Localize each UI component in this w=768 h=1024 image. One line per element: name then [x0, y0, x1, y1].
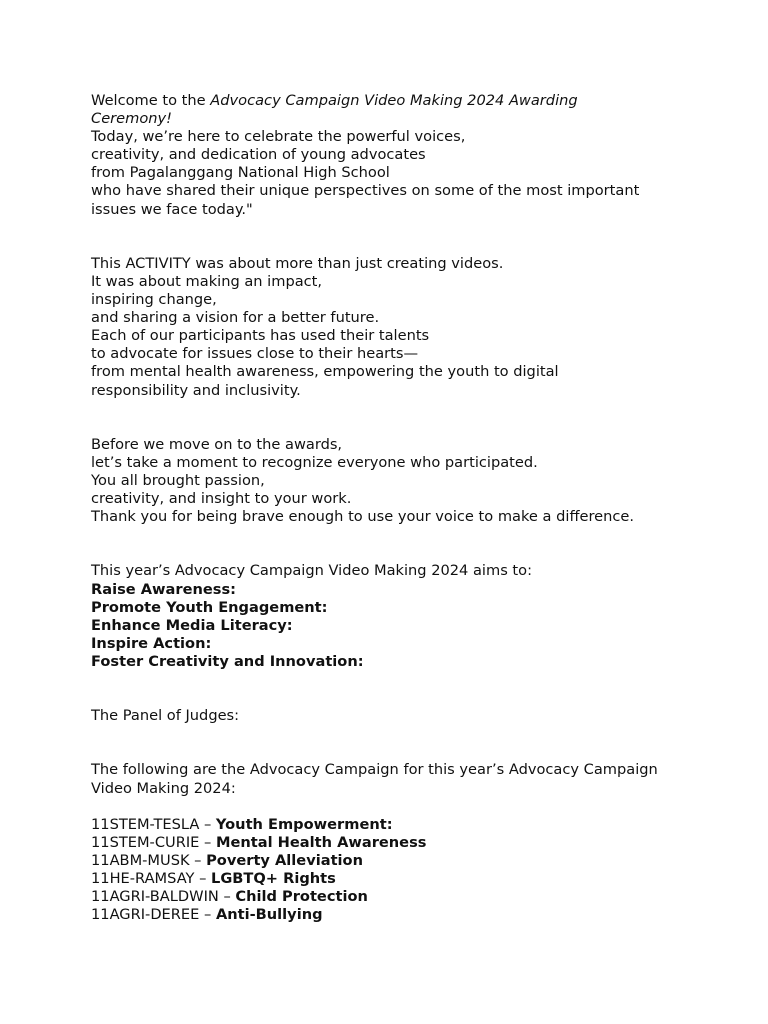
text-line: It was about making an impact,	[91, 272, 323, 290]
campaigns-section	[91, 761, 691, 924]
aim-item: Promote Youth Engagement:	[91, 598, 328, 616]
text-line: and sharing a vision for a better future.	[91, 309, 380, 327]
campaign-topic: Anti-Bullying	[215, 906, 323, 924]
text-line: inspiring change,	[91, 291, 217, 309]
campaign-section: 11STEM-CURIE –	[91, 833, 216, 851]
campaign-section: 11STEM-TESLA –	[91, 815, 216, 833]
campaign-section: 11ABM-MUSK –	[91, 851, 207, 869]
welcome-line	[91, 92, 691, 110]
campaign-item	[91, 870, 691, 888]
campaign-topic: LGBTQ+ Rights	[211, 870, 336, 888]
campaign-topic: Child Protection	[235, 888, 368, 906]
welcome-paragraph	[91, 92, 691, 219]
aim-item: Foster Creativity and Innovation:	[91, 652, 364, 670]
recognition-paragraph	[91, 436, 691, 526]
judges-label: The Panel of Judges:	[91, 707, 240, 725]
text-line: creativity, and dedication of young advocates	[91, 146, 426, 164]
campaign-topic: Poverty Alleviation	[206, 851, 363, 869]
campaign-topic: Youth Empowerment:	[215, 815, 393, 833]
campaign-item	[91, 834, 691, 852]
campaign-topic: Mental Health Awareness	[215, 833, 427, 851]
event-title-part-1: Advocacy Campaign Video Making 2024 Awarding	[210, 92, 578, 109]
aim-item: Inspire Action:	[91, 634, 212, 652]
aims-intro: This year’s Advocacy Campaign Video Making 2024 aims to:	[91, 562, 533, 580]
text-line: creativity, and insight to your work.	[91, 490, 352, 508]
text-line: to advocate for issues close to their hearts—	[91, 345, 419, 363]
event-title-part-2: Ceremony!	[91, 110, 173, 128]
campaign-item	[91, 906, 691, 924]
campaign-section: 11AGRI-BALDWIN –	[91, 888, 236, 906]
text-line: Today, we’re here to celebrate the powerful voices,	[91, 128, 466, 146]
aim-item: Enhance Media Literacy:	[91, 616, 293, 634]
text-line: from mental health awareness, empowering the youth to digital	[91, 363, 559, 381]
aims-section	[91, 562, 691, 671]
text-line: This ACTIVITY was about more than just creating videos.	[91, 254, 504, 272]
campaign-item	[91, 852, 691, 870]
aim-item: Raise Awareness:	[91, 580, 236, 598]
text-line: let’s take a moment to recognize everyone who participated.	[91, 453, 538, 471]
campaigns-intro: The following are the Advocacy Campaign for this year’s Advocacy Campaign	[91, 761, 658, 779]
campaign-section: 11AGRI-DEREE –	[91, 906, 216, 924]
campaign-item	[91, 816, 691, 834]
campaign-item	[91, 888, 691, 906]
text-line: issues we face today."	[91, 200, 253, 218]
text-line: who have shared their unique perspectives on some of the most important	[91, 182, 640, 200]
text-line: Each of our participants has used their talents	[91, 327, 430, 345]
document-body	[91, 92, 691, 924]
campaign-section: 11HE-RAMSAY –	[91, 870, 212, 888]
text-line: responsibility and inclusivity.	[91, 381, 301, 399]
text-line: from Pagalanggang National High School	[91, 164, 390, 182]
welcome-line	[91, 110, 691, 128]
welcome-prefix: Welcome to the	[91, 92, 211, 109]
text-line: Before we move on to the awards,	[91, 435, 343, 453]
text-line: Thank you for being brave enough to use your voice to make a difference.	[91, 508, 635, 526]
campaigns-intro: Video Making 2024:	[91, 779, 236, 797]
text-line: You all brought passion,	[91, 471, 265, 489]
activity-paragraph	[91, 255, 691, 400]
